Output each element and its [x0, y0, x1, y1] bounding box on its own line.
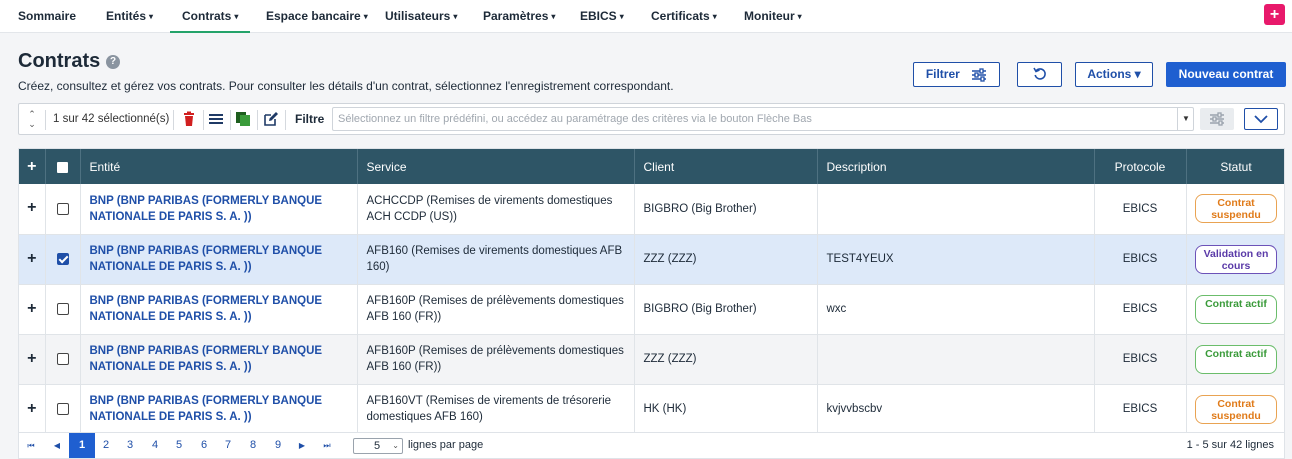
- page-button[interactable]: 7: [224, 439, 232, 451]
- nav-label: EBICS: [580, 9, 617, 23]
- row-checkbox[interactable]: [45, 184, 80, 234]
- status-cell: [1186, 234, 1285, 284]
- column-header-status[interactable]: Statut: [1186, 149, 1285, 184]
- divider: [230, 110, 231, 130]
- nav-label: Utilisateurs: [385, 9, 451, 23]
- selection-count: 1 sur 42 sélectionné(s): [53, 113, 170, 125]
- expand-all-button[interactable]: [19, 149, 45, 184]
- add-button[interactable]: +: [1264, 4, 1285, 25]
- status-cell: [1186, 334, 1285, 384]
- plus-icon: +: [27, 249, 37, 267]
- actions-button[interactable]: Actions ▾: [1075, 62, 1153, 87]
- page-button-current[interactable]: 1: [69, 433, 95, 458]
- checkbox-icon: [57, 303, 69, 315]
- chevron-down-icon: ⌄: [392, 441, 399, 450]
- column-header-protocol[interactable]: Protocole: [1094, 149, 1186, 184]
- checkbox-icon: [57, 203, 69, 215]
- filter-expand-button[interactable]: [1244, 108, 1278, 130]
- page-description: Créez, consultez et gérez vos contrats. Pour consulter les détails d'un contrat, sélectionnez l'enregistrement correspondant.: [18, 79, 674, 93]
- page-size-select[interactable]: [353, 438, 403, 454]
- chevron-down-icon: ▾: [453, 12, 458, 21]
- client-cell: ZZZ (ZZZ): [634, 334, 817, 384]
- chevron-down-icon: ▾: [551, 12, 556, 21]
- nav-utilisateurs[interactable]: [385, 0, 457, 33]
- filter-select[interactable]: Sélectionnez un filtre prédéfini, ou accédez au paramétrage des critères via le bouton Flèche Bas: [332, 107, 1194, 131]
- divider: [257, 110, 258, 130]
- edit-icon[interactable]: [263, 111, 279, 127]
- column-header-entity[interactable]: Entité: [80, 149, 357, 184]
- expand-row-button[interactable]: [19, 334, 45, 384]
- description-cell: [817, 184, 1094, 234]
- divider: [203, 110, 204, 130]
- status-badge: Contrat suspendu: [1195, 395, 1277, 424]
- service-cell: AFB160P (Remises de prélèvements domestiques AFB 160 (FR)): [357, 284, 634, 334]
- entity-link[interactable]: BNP (BNP PARIBAS (FORMERLY BANQUE NATIONALE DE PARIS S. A. )): [80, 384, 357, 433]
- prev-page-icon[interactable]: ◀: [53, 441, 61, 450]
- status-cell: [1186, 284, 1285, 334]
- column-header-service[interactable]: Service: [357, 149, 634, 184]
- top-nav: [0, 0, 1292, 33]
- table-toolbar: [18, 103, 1285, 135]
- table-row[interactable]: [19, 234, 1285, 284]
- row-range: 1 - 5 sur 42 lignes: [1186, 439, 1274, 451]
- nav-label: Contrats: [182, 9, 232, 23]
- trash-icon[interactable]: [181, 111, 197, 127]
- nav-label: Entités: [106, 9, 147, 23]
- table-row[interactable]: [19, 184, 1285, 234]
- column-header-client[interactable]: Client: [634, 149, 817, 184]
- expand-row-button[interactable]: [19, 384, 45, 433]
- status-badge: Contrat actif: [1195, 345, 1277, 374]
- nav-moniteur[interactable]: [744, 0, 802, 33]
- entity-link[interactable]: BNP (BNP PARIBAS (FORMERLY BANQUE NATIONALE DE PARIS S. A. )): [80, 284, 357, 334]
- filter-settings-button[interactable]: [1200, 108, 1234, 130]
- service-cell: ACHCCDP (Remises de virements domestiques ACH CCDP (US)): [357, 184, 634, 234]
- client-cell: ZZZ (ZZZ): [634, 234, 817, 284]
- chevron-down-icon: [1254, 114, 1268, 124]
- select-all-checkbox[interactable]: [45, 149, 80, 184]
- page-button[interactable]: 9: [274, 439, 282, 451]
- plus-icon: +: [27, 349, 37, 367]
- table-row[interactable]: [19, 334, 1285, 384]
- new-contract-button[interactable]: Nouveau contrat: [1166, 62, 1286, 87]
- status-badge: Validation en cours: [1195, 245, 1277, 274]
- first-page-icon[interactable]: ⏮: [27, 441, 35, 450]
- copy-icon[interactable]: [235, 111, 251, 127]
- checkbox-icon: [57, 162, 68, 173]
- plus-icon: +: [27, 157, 37, 175]
- service-cell: AFB160VT (Remises de virements de trésorerie domestiques AFB 160): [357, 384, 634, 433]
- nav-label: Paramètres: [483, 9, 549, 23]
- description-cell: TEST4YEUX: [817, 234, 1094, 284]
- pagination: [18, 433, 1285, 459]
- filter-button[interactable]: [913, 62, 1000, 87]
- chevron-down-icon: ▾: [363, 12, 368, 21]
- filter-label: Filtre: [295, 112, 325, 126]
- nav-certificats[interactable]: [651, 0, 717, 33]
- row-checkbox[interactable]: [45, 284, 80, 334]
- entity-link[interactable]: BNP (BNP PARIBAS (FORMERLY BANQUE NATIONALE DE PARIS S. A. )): [80, 234, 357, 284]
- nav-espace-bancaire[interactable]: [266, 0, 368, 33]
- nav-label: Moniteur: [744, 9, 795, 23]
- table-row[interactable]: [19, 284, 1285, 334]
- nav-sommaire[interactable]: [18, 0, 76, 33]
- client-cell: HK (HK): [634, 384, 817, 433]
- filter-button-label: Filtrer: [925, 67, 960, 81]
- chevron-down-icon: ▾: [234, 12, 239, 21]
- description-cell: kvjvvbscbv: [817, 384, 1094, 433]
- status-badge: Contrat suspendu: [1195, 194, 1277, 223]
- protocol-cell: EBICS: [1094, 234, 1186, 284]
- chevron-down-icon: ▾: [712, 12, 717, 21]
- page-title: Contrats: [18, 50, 101, 72]
- page-button[interactable]: 2: [102, 439, 110, 451]
- next-page-icon[interactable]: ▶: [298, 441, 306, 450]
- list-icon[interactable]: [208, 111, 224, 127]
- plus-icon: +: [27, 299, 37, 317]
- divider: [285, 110, 286, 130]
- nav-entites[interactable]: [106, 0, 153, 33]
- last-page-icon[interactable]: ⏭: [323, 441, 331, 450]
- client-cell: BIGBRO (Big Brother): [634, 284, 817, 334]
- page-size-label: lignes par page: [408, 439, 484, 451]
- row-checkbox[interactable]: [45, 234, 80, 284]
- chevron-down-icon: ▾: [149, 12, 154, 21]
- nav-label: Certificats: [651, 9, 710, 23]
- protocol-cell: EBICS: [1094, 384, 1186, 433]
- table-header-row: [19, 149, 1285, 184]
- checkbox-icon: [57, 403, 69, 415]
- protocol-cell: EBICS: [1094, 284, 1186, 334]
- page-button[interactable]: 3: [126, 439, 134, 451]
- caret-down-icon[interactable]: ▼: [1177, 107, 1194, 131]
- table-row[interactable]: [19, 384, 1285, 433]
- checkbox-icon: [57, 353, 69, 365]
- service-cell: AFB160 (Remises de virements domestiques AFB 160): [357, 234, 634, 284]
- status-cell: [1186, 384, 1285, 433]
- nav-contrats[interactable]: [170, 0, 250, 33]
- plus-icon: +: [27, 399, 37, 417]
- row-checkbox[interactable]: [45, 384, 80, 433]
- help-icon[interactable]: ?: [106, 55, 120, 69]
- expand-row-button[interactable]: [19, 234, 45, 284]
- refresh-icon: [1033, 67, 1047, 81]
- nav-label: Sommaire: [18, 9, 77, 23]
- page-button[interactable]: 8: [249, 439, 257, 451]
- divider: [45, 110, 46, 130]
- page-button[interactable]: 5: [175, 439, 183, 451]
- description-cell: wxc: [817, 284, 1094, 334]
- divider: [173, 110, 174, 130]
- column-header-description[interactable]: Description: [817, 149, 1094, 184]
- expand-row-button[interactable]: [19, 184, 45, 234]
- refresh-button[interactable]: [1017, 62, 1062, 87]
- description-cell: [817, 334, 1094, 384]
- service-cell: AFB160P (Remises de prélèvements domestiques AFB 160 (FR)): [357, 334, 634, 384]
- navigate-updown-icon[interactable]: ⌃ ⌄: [28, 109, 36, 129]
- page-button[interactable]: 6: [200, 439, 208, 451]
- nav-label: Espace bancaire: [266, 9, 361, 23]
- chevron-down-icon: ▾: [797, 12, 802, 21]
- page-button[interactable]: 4: [151, 439, 159, 451]
- status-badge: Contrat actif: [1195, 295, 1277, 324]
- page-size-value: 5: [374, 440, 381, 452]
- checkbox-checked-icon: [57, 253, 69, 265]
- chevron-down-icon: ▾: [619, 12, 624, 21]
- contracts-table: [18, 148, 1285, 433]
- sliders-icon: [971, 68, 987, 82]
- sliders-icon: [1209, 112, 1225, 126]
- client-cell: BIGBRO (Big Brother): [634, 184, 817, 234]
- row-checkbox[interactable]: [45, 334, 80, 384]
- expand-row-button[interactable]: [19, 284, 45, 334]
- status-cell: [1186, 184, 1285, 234]
- nav-parametres[interactable]: [483, 0, 555, 33]
- entity-link[interactable]: BNP (BNP PARIBAS (FORMERLY BANQUE NATIONALE DE PARIS S. A. )): [80, 334, 357, 384]
- entity-link[interactable]: BNP (BNP PARIBAS (FORMERLY BANQUE NATIONALE DE PARIS S. A. )): [80, 184, 357, 234]
- protocol-cell: EBICS: [1094, 334, 1186, 384]
- nav-ebics[interactable]: [580, 0, 624, 33]
- plus-icon: +: [27, 199, 37, 217]
- protocol-cell: EBICS: [1094, 184, 1186, 234]
